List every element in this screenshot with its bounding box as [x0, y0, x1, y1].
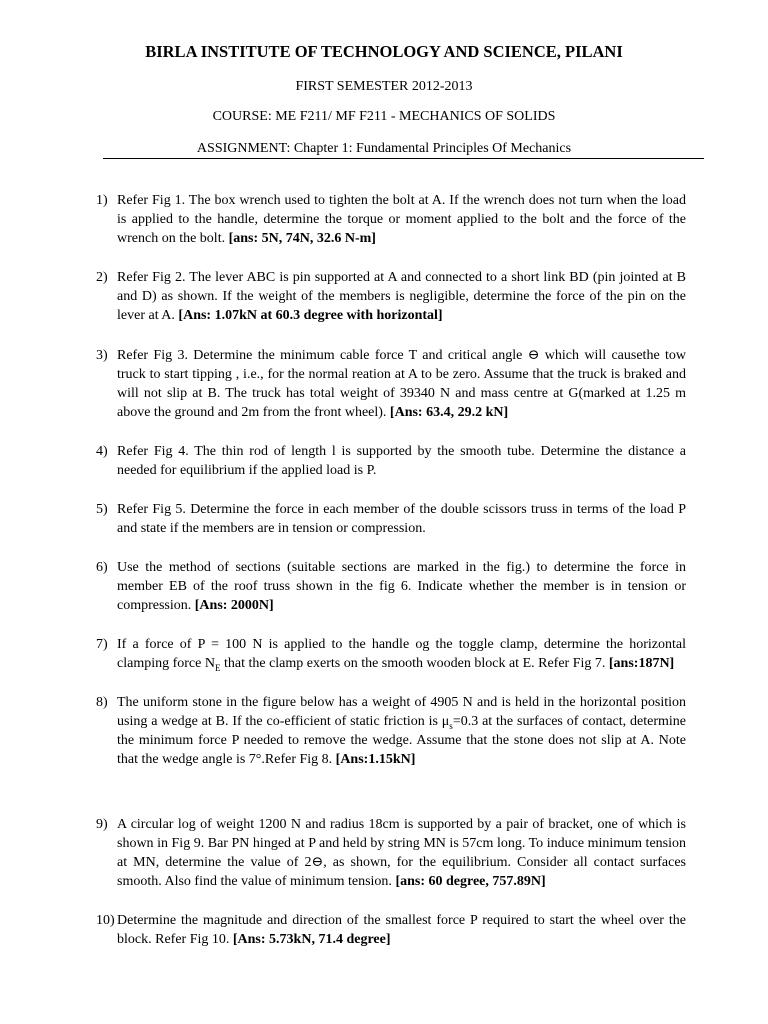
- question-1: [96, 191, 686, 248]
- subscript: s: [449, 720, 453, 731]
- question-number: 9): [96, 817, 108, 832]
- question-4: [96, 442, 686, 480]
- question-text: The uniform stone in the figure below has a weight of 4905 N and is held in the horizontal position using a wedge at B. If the co-efficient of static friction is $\mu_s=0.3$ at the surfaces of contact, determine the minimum force P needed to remove the wedge. Assume that the stone does not slip at A. Note that the wedge angle is 7°.Refer Fig 8. [Ans:1.15kN]: [117, 695, 686, 767]
- question-10: [96, 911, 686, 949]
- question-text: Determine the magnitude and direction of the smallest force P required to start the wheel over the block. Refer Fig 10. [Ans: 5.73kN, 71.4 degree]: [117, 913, 686, 947]
- header-divider: [103, 158, 704, 159]
- question-number: 10): [96, 913, 115, 928]
- assignment-line: ASSIGNMENT: Chapter 1: Fundamental Principles Of Mechanics: [196, 141, 572, 156]
- question-8: [96, 693, 686, 769]
- question-number: 2): [96, 270, 108, 285]
- question-number: 5): [96, 502, 108, 517]
- question-number: 8): [96, 695, 108, 710]
- question-text: If a force of P = 100 N is applied to the handle og the toggle clamp, determine the horizontal clamping force $N_E$ that the clamp exerts on the smooth wooden block at E. Refer Fig 7. [ans:187N]: [117, 637, 686, 673]
- semester-line: FIRST SEMESTER 2012-2013: [295, 79, 473, 94]
- question-text: Refer Fig 1. The box wrench used to tighten the bolt at A. If the wrench does not turn when the load is applied to the handle, determine the torque or moment applied to the bolt and the force of the wrench on the bolt. [ans: 5N, 74N, 32.6 N-m]: [117, 193, 686, 246]
- question-answer: [Ans:1.15kN]: [335, 752, 416, 767]
- question-7: [96, 635, 686, 673]
- question-number: 1): [96, 193, 108, 208]
- question-3: [96, 346, 686, 422]
- institute-title: BIRLA INSTITUTE OF TECHNOLOGY AND SCIENCE, PILANI: [145, 42, 623, 61]
- course-line: COURSE: ME F211/ MF F211 - MECHANICS OF SOLIDS: [212, 109, 556, 124]
- question-text: A circular log of weight 1200 N and radius 18cm is supported by a pair of bracket, one of which is shown in Fig 9. Bar PN hinged at P and held by string MN is 57cm long. To induce minimum tension at MN, determine the value of 2⊖, as shown, for the equilibrium. Consider all contact surfaces smooth. Also find the value of minimum tension. [ans: 60 degree, 757.89N]: [117, 817, 686, 889]
- question-number: 7): [96, 637, 108, 652]
- question-9: [96, 815, 686, 891]
- question-text: Use the method of sections (suitable sections are marked in the fig.) to determine the force in member EB of the roof truss shown in the fig 6. Indicate whether the member is in tension or compression. [Ans: 2000N]: [117, 560, 686, 613]
- question-answer: [Ans: 1.07kN at 60.3 degree with horizontal]: [178, 308, 443, 323]
- question-number: 6): [96, 560, 108, 575]
- question-answer: [Ans: 5.73kN, 71.4 degree]: [232, 932, 391, 947]
- question-text: Refer Fig 4. The thin rod of length l is supported by the smooth tube. Determine the distance a needed for equilibrium if the applied load is P.: [117, 444, 686, 478]
- question-number: 3): [96, 348, 108, 363]
- question-text: Refer Fig 5. Determine the force in each member of the double scissors truss in terms of the load P and state if the members are in tension or compression.: [117, 502, 686, 536]
- question-answer: [ans: 5N, 74N, 32.6 N-m]: [228, 231, 376, 246]
- question-5: [96, 500, 686, 538]
- question-6: [96, 558, 686, 615]
- question-answer: [Ans: 2000N]: [194, 598, 274, 613]
- question-answer: [ans:187N]: [608, 656, 675, 671]
- question-answer: [Ans: 63.4, 29.2 kN]: [389, 405, 509, 420]
- question-text: Refer Fig 2. The lever ABC is pin supported at A and connected to a short link BD (pin jointed at B and D) as shown. If the weight of the members is negligible, determine the force of the pin on the lever at A. [Ans: 1.07kN at 60.3 degree with horizontal]: [117, 270, 686, 323]
- subscript: E: [214, 662, 221, 673]
- question-answer: [ans: 60 degree, 757.89N]: [395, 874, 546, 889]
- question-2: [96, 268, 686, 325]
- question-number: 4): [96, 444, 108, 459]
- question-text: Refer Fig 3. Determine the minimum cable force T and critical angle ⊖ which will causethe tow truck to start tipping , i.e., for the normal reation at A to be zero. Assume that the truck is braked and will not slip at B. The truck has total weight of 39340 N and mass centre at G(marked at 1.25 m above the ground and 2m from the front wheel). [Ans: 63.4, 29.2 kN]: [117, 348, 686, 420]
